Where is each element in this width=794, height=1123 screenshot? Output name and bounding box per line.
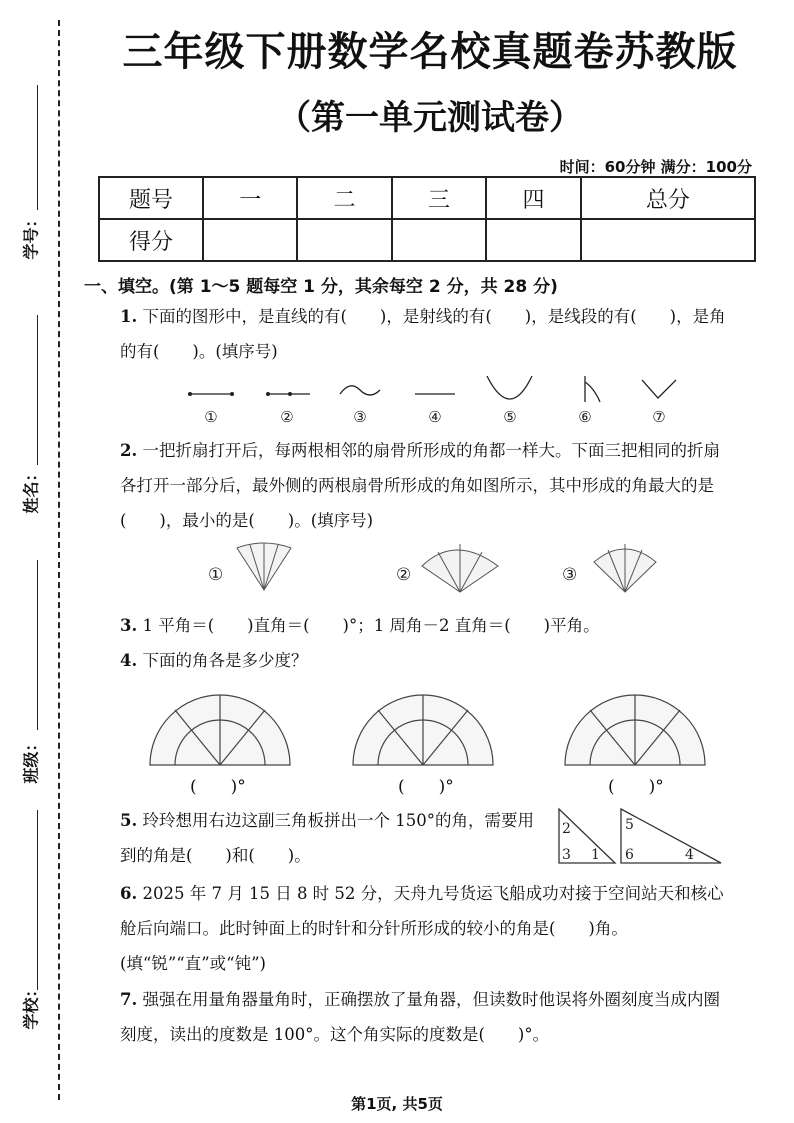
question-7 [120, 982, 726, 1052]
fan-icon [594, 544, 656, 592]
fan-label: ② [396, 565, 412, 585]
school-rule [37, 810, 38, 990]
score-input-cell[interactable] [203, 219, 297, 261]
question-number: 4. [120, 651, 138, 670]
score-input-cell[interactable] [486, 219, 580, 261]
score-cell: 一 [203, 177, 297, 219]
page-footer: 第1页, 共5页 [351, 1095, 443, 1113]
question-text: 1 平角＝( )直角＝( )°；1 周角－2 直角＝( )平角。 [142, 616, 600, 635]
question-number: 2. [120, 441, 138, 460]
score-table-score-row [99, 219, 755, 261]
fan-icon [422, 544, 498, 592]
student-id-label: 学号： [21, 211, 41, 260]
time-info: 时间：60分钟 满分：100分 [559, 158, 752, 176]
question-text: 强强在用量角器量角时，正确摆放了量角器，但读数时他误将外圈刻度当成内圈刻度，读出的度数是 100°。这个角实际的度数是( )°。 [120, 990, 720, 1044]
question-text: 一把折扇打开后，每两根相邻的扇骨所形成的角都一样大。下面三把相同的折扇各打开一部分后，最外侧的两根扇骨所形成的角如图所示，其中形成的角最大的是( )，最小的是( )。(填序号) [120, 441, 720, 530]
figure-label: ⑥ [578, 408, 592, 426]
triangle-label: 2 [562, 821, 571, 837]
question-number: 5. [120, 811, 138, 830]
score-table [98, 176, 756, 262]
score-cell: 总分 [581, 177, 755, 219]
score-cell: 得分 [99, 219, 203, 261]
triangle-set [555, 805, 730, 867]
class-rule [37, 560, 38, 730]
name-rule [37, 315, 38, 465]
question-3 [120, 608, 726, 643]
score-cell: 三 [392, 177, 486, 219]
question-1 [120, 299, 726, 369]
figure-label: ④ [428, 408, 442, 426]
triangle-label: 4 [685, 847, 694, 863]
fan-label: ① [208, 565, 224, 585]
answer-blank[interactable]: ( )° [398, 777, 454, 797]
question-number: 3. [120, 616, 138, 635]
score-input-cell[interactable] [392, 219, 486, 261]
figure-label: ③ [353, 408, 367, 426]
question-6 [120, 876, 726, 981]
question-text: 玲玲想用右边这副三角板拼出一个 150°的角，需要用到的角是( )和( )。 [120, 811, 534, 865]
question-number: 1. [120, 307, 138, 326]
class-label: 班级： [21, 735, 41, 784]
score-cell: 题号 [99, 177, 203, 219]
figure-label: ① [204, 408, 218, 426]
student-id-rule [37, 85, 38, 210]
score-cell: 二 [297, 177, 391, 219]
triangle-label: 6 [625, 847, 634, 863]
triangle-label: 1 [591, 847, 600, 863]
score-cell: 四 [486, 177, 580, 219]
q1-figures [180, 372, 700, 427]
fan-label: ③ [562, 565, 578, 585]
score-table-header-row [99, 177, 755, 219]
question-4 [120, 643, 726, 678]
protractor-icon [353, 695, 493, 765]
question-5 [120, 803, 550, 873]
answer-blank[interactable]: ( )° [608, 777, 664, 797]
binding-dashed-line [58, 20, 60, 1100]
q2-fans [200, 540, 670, 600]
fan-icon [237, 543, 291, 590]
score-input-cell[interactable] [581, 219, 755, 261]
question-number: 7. [120, 990, 138, 1009]
question-text: 下面的图形中，是直线的有( )，是射线的有( )，是线段的有( )，是角的有( )。(填序号) [120, 307, 726, 361]
page-subtitle: （第一单元测试卷） [277, 98, 583, 138]
protractor-icon [150, 695, 290, 765]
question-2 [120, 433, 726, 538]
section-heading: 一、填空。(第 1～5 题每空 1 分，其余每空 2 分，共 28 分) [84, 277, 558, 297]
question-text: 下面的角各是多少度？ [142, 651, 308, 670]
figure-label: ⑤ [503, 408, 517, 426]
triangle-label: 3 [562, 847, 571, 863]
score-input-cell[interactable] [297, 219, 391, 261]
protractor-icon [565, 695, 705, 765]
q4-protractors [145, 685, 745, 770]
question-text: 2025 年 7 月 15 日 8 时 52 分，天舟九号货运飞船成功对接于空间站天和核心舱后向端口。此时钟面上的时针和分针所形成的较小的角是( )角。(填“锐”“直”或“钝”) [120, 884, 724, 973]
question-number: 6. [120, 884, 138, 903]
answer-blank[interactable]: ( )° [190, 777, 246, 797]
figure-label: ② [280, 408, 294, 426]
figure-label: ⑦ [652, 408, 666, 426]
page-title: 三年级下册数学名校真题卷苏教版 [122, 29, 738, 75]
triangle-label: 5 [625, 817, 634, 833]
name-label: 姓名： [21, 465, 41, 514]
school-label: 学校： [21, 981, 41, 1030]
